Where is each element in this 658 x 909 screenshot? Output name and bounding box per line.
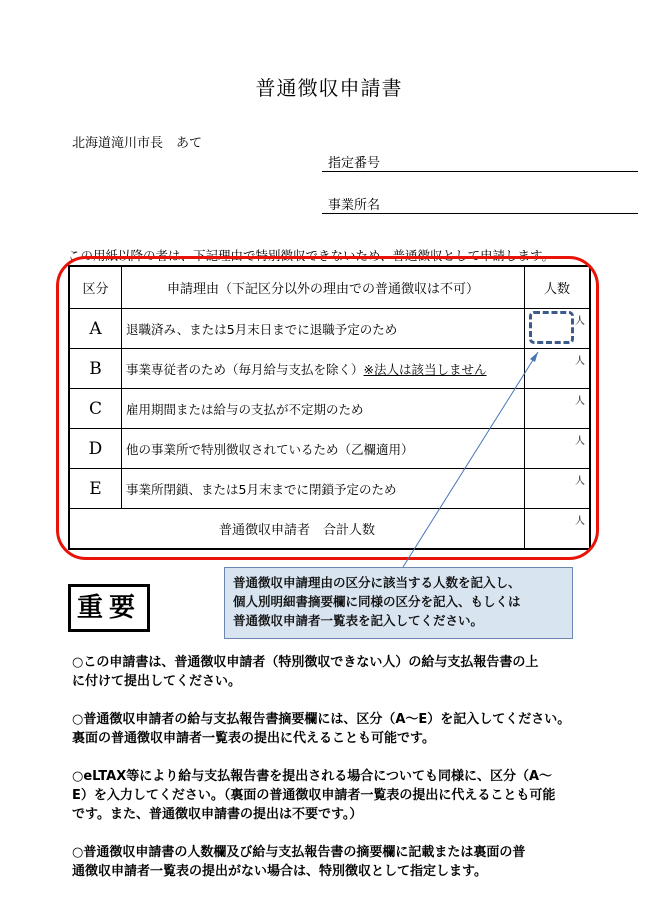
category-header: 区分 (69, 266, 122, 309)
reason-text: 事業専従者のため（毎月給与支払を除く） (126, 361, 364, 377)
note-4 (72, 843, 592, 881)
note-line: 通徴収申請者一覧表の提出がない場合は、特別徴収として指定します。 (72, 864, 487, 879)
important-badge: 重要 (68, 584, 150, 632)
reason-cell: 退職済み、または5月末日までに退職予定のため (122, 309, 525, 349)
note-line: ○eLTAX等により給与支払報告書を提出される場合についても同様に、区分（A～ (72, 769, 553, 784)
addressee: 北海道滝川市長 あて (72, 136, 203, 151)
unit-label: 人 (575, 316, 585, 327)
note-line: ○この申請書は、普通徴収申請者（特別徴収できない人）の給与支払報告書の上 (72, 655, 539, 670)
count-header: 人数 (525, 266, 591, 309)
category-cell: A (69, 309, 122, 349)
arrow-line (403, 352, 538, 567)
intro-statement: この用紙以降の者は、下記理由で特別徴収できないため、普通徴収として申請します。 (68, 248, 555, 263)
reason-cell: 他の事業所で特別徴収されているため（乙欄適用） (122, 429, 525, 469)
category-cell: C (69, 389, 122, 429)
arrow-head (530, 352, 538, 362)
unit-label: 人 (575, 396, 585, 407)
callout-line-1: 普通徴収申請理由の区分に該当する人数を記入し、 (233, 575, 521, 590)
reason-header: 申請理由（下記区分以外の理由での普通徴収は不可） (122, 266, 525, 309)
unit-label: 人 (575, 476, 585, 487)
designation-number-label: 指定番号 (328, 156, 381, 171)
category-cell: E (69, 469, 122, 509)
callout-box (224, 567, 573, 639)
reason-cell: 事業所閉鎖、または5月末までに閉鎖予定のため (122, 469, 525, 509)
callout-line-2: 個人別明細書摘要欄に同様の区分を記入、もしくは (233, 594, 521, 609)
note-1 (72, 653, 592, 691)
reason-note: ※法人は該当しません (363, 361, 487, 377)
note-3 (72, 767, 592, 824)
unit-label: 人 (575, 436, 585, 447)
note-line: ○普通徴収申請者の給与支払報告書摘要欄には、区分（A～E）を記入してください。 (72, 712, 571, 727)
note-line: ○普通徴収申請書の人数欄及び給与支払報告書の摘要欄に記載または裏面の普 (72, 845, 526, 860)
note-line: 裏面の普通徴収申請者一覧表の提出に代えることも可能です。 (72, 731, 435, 746)
reason-cell: 雇用期間または給与の支払が不定期のため (122, 389, 525, 429)
note-2 (72, 710, 592, 748)
office-name-label: 事業所名 (328, 198, 381, 213)
unit-label: 人 (575, 356, 585, 367)
category-cell: B (69, 349, 122, 389)
page-title: 普通徴収申請書 (255, 76, 403, 100)
note-line: に付けて提出してください。 (72, 674, 242, 689)
callout-line-3: 普通徴収申請者一覧表を記入してください。 (233, 613, 484, 628)
unit-label: 人 (575, 516, 585, 527)
note-line: E）を入力してください。（裏面の普通徴収申請者一覧表の提出に代えることも可能 (72, 788, 556, 803)
note-line: です。また、普通徴収申請書の提出は不要です。） (72, 807, 363, 822)
category-cell: D (69, 429, 122, 469)
total-label: 普通徴収申請者 合計人数 (69, 509, 525, 550)
